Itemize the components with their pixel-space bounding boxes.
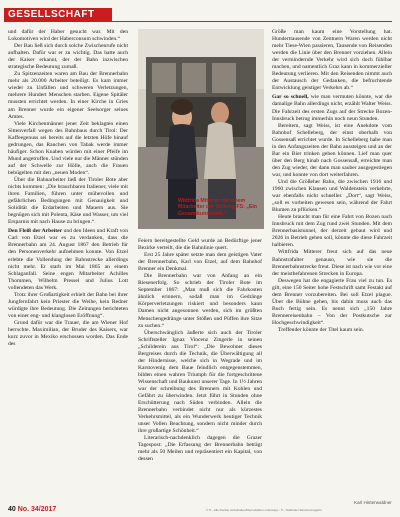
author-byline: Karl Hinterwaldner (354, 500, 392, 505)
paragraph: Überschwänglich äußerte sich auch der Tiroler Schriftsteller Ignaz Vincenz Zingerle in seinen „Schilderein aus Tirol“: „Die Bewohner dieses Bergreises durch die Technik, die Überwältigung all der Hindernisse, welche sich in Wegrade und im Karstovenig dem Baue feindlich entgegenstemmen, bilden einen wahren Triumph für die fortgeschrittene Wissenschaft und Baukunst unserer Tage. In 1½ Jahren war der schreibung des Brenners mit Kohlen und Gefährt zu überwinden. Jetzt führt in Stunden ohne Erschütterung nach Süden verbinden. Allein die Brennerbahn verbindet nicht nur als kürzestes Verkehrsmittel, als ein Wunderwerk heutiger Technik unser Vollen Beachtung, sondern nicht minder durch ihre großartige Schönheit.“ (138, 329, 262, 435)
photo-caption: Wittfrida Mitterer mit einem Mitarbeiter der Stiftung FS: „Ein Gesamtkunstwerk.“ (178, 198, 257, 217)
paragraph: Treffender könnte der Titel kaum sein. (278, 326, 365, 333)
copyright-notice: © ff – Alle Rechte vorbehalten/Reproduktion untersagt – ff – Südtiroler Wochenmagazin (206, 508, 322, 512)
paragraph: Heute braucht man für eine Fahrt von Bozen nach Innsbruck mit dem Zug rund zwei Stunden. Mit dem Brennerbasistunnel, der derzeit gebaut wird und 2026 in Betrieb gehen soll, könnte die diese Fahrzeit halbieren. (272, 214, 392, 249)
paragraph: Deswegen hat die engagierte Frau viel zu tun. Es gilt, eine 150 Seiter hohe Festschrift samt Festakt auf dem Brenner vorzubereiten. Bei soll Etzel plague. Über die Bühne gehen, bis dahin muss auch das Buch fertig sein. Es nennt sich „150 Jahre Brennereisenbahn – Von der Postkutsche zur Hochgeschwindigkeit“. (272, 277, 392, 326)
paragraph: Und die Größeher Bahn, die zwischen 1916 und 1960 zwischen Klausen und Waldenstein verkehrte, war ebenfalls nicht schneller. „Dort“, sagt Weiss, „soll es vorbeiten gewesen sein, während der Fahrt Blumen zu pflücken.“ (272, 178, 392, 214)
issue-number: No. 34/2017 (17, 506, 57, 513)
section-header (0, 0, 400, 26)
paragraph: Zu Spitzenzeiten waren am Bau der Brennerbahn mehr als 20.000 Arbeiter beteiligt. Es kam immer wieder zu Unfällen und schweren Verletzungen, mehrere Hundert Menschen starben. Eigene Spitäler mussten errichtet werden. In einer Kirche in Gries am Brenner wurde ein eigener Seelsorger seines Amtes. (8, 71, 128, 120)
paragraph: Wittfrida Mitterer freut sich auf das neue Bahnstrafalter genauso, wie sie die Brennerbahnstrecke freut. Diese ist nach wie vor eine der meistbefahrenen Strecken in Europa. (272, 249, 392, 277)
paragraph: Viele Kirchenmänner jener Zeit beklagten einen Sittenverfall wegen des Bahnbaus durch Tirol: Der Kaffeegenuss sei bereits auf die letzten Höfe hinauf gedrungen, das Rauchen von Tabak werde immer häufiger. Schon Knaben würden mit einer Pfeife im Mund angetroffen. Und viele nur die Männer stünden auf der Schwelle zur Hölle, auch die Frauen bebügelten mit den „neuen Moden“. (8, 120, 128, 176)
paragraph (8, 228, 128, 291)
paragraph: Grund dafür war die Trauer, die am Wiener Hof herrschte. Maximilian, der Bruder des Kaisers, war kurz zuvor in Mexiko erschossen worden. Das Ende des (8, 319, 128, 348)
page-footer (0, 503, 400, 517)
paragraph: Größe man kaum eine Vorstellung hat. Hunderttausende von Zentnern Waren werden nicht mehr Tiese-Wien passieren, Tausende von Reisenden werden die Linie über den Brenner vorziehen. Allein der vermindernde Verkehr wird sich doch fühlbar machen, und namentlich Graz kann in kommerzieller Bedeutung verlieren. Mit den Reisenden nimmt auch der Austausch der Gedanken, die befruchtende Entwicklung geistiger Verkehrs ab.“ (272, 29, 392, 92)
lead-in: Gar so schnell, (272, 94, 309, 101)
section-label: GESELLSCHAFT (8, 9, 95, 20)
paragraph: Literarisch-nachdenklich dagegen die Grazer Tagespost: „Die Erfassung der Brennerbahn beträgt mehr als 50 Meilen und repräsentiert ein Kapital, von dessen (138, 435, 262, 463)
paragraph: Bereitem, sagt Weiss, ist eine Anekdote vom Bahnhof Schelleberg, der einst oberhalb von Gossensaß errichtet wurde. In Schelleberg habe man in den Anfangszeiten der Bahn aussteigen und an der Bar ein Bier trinken gehen können. Lief man quer über den Berg hinab nach Gossensaß, erreichte man den Zug wieder, der dann man sauber ausgegestiegen war, und konnte von dort weiterfahren. (272, 122, 392, 178)
paragraph-text: und den Ideen und Kraft von Carl von Etzel war es zu verdanken, dass die Brennerbahn am 24. August 1867 den Betrieb für den Personenverkehr aufnehmen konnte. Von Etzel erlebte die Vollendung der Bahnstrecke allerdings nicht mehr. Er starb im Mai 1865 an einem Schlaganfall. Seine engen Mitarbeiter Achilles Thommen, Wilhelm Pressel und Julius Lott vollendeten das Werk. (8, 228, 128, 291)
paragraph: und dafür der Haber gesucht war. Mit den Lokomotiven wird der Haberconsum schwinden.“ (8, 29, 128, 43)
page-number (8, 506, 56, 513)
paragraph: Feiern bereitgestellte Geld wurde an Bedürftige jener Bezirke verteilt, die die Bahnlinie quert. (138, 238, 262, 252)
article-column-2 (138, 238, 262, 500)
paragraph: Trotz ihrer Großartigkeit erhielt der Bahn bei ihrer Jungfernfahrt kein Priester die Weihe, kein Redner würdigte ihre Bedeutung. Die Zeitungen berichteten von einer eng- und klanglosen Eröffnung“. (8, 291, 128, 319)
paragraph: Der Bau ließ sich durch solche Zwischenrufe nicht aufhalten. Dafür war er zu wichtig. Das hatte auch der Kaiser erkannt, der der Bahn inzwischen strategische Bedeutung zumaß. (8, 43, 128, 71)
lead-in: Den Fleiß der Arbeiter (8, 228, 63, 235)
article-column-3 (272, 29, 392, 499)
paragraph: Erst 25 Jahre später setzte man dem geistigen Vater der Brennerbahn, Karl von Etzel, auf dem Bahnhof Brenner ein Denkmal. (138, 252, 262, 273)
paragraph: Über die Bahnarbeiter ließ der Tiroler Bote aber nichts kommen: „Die brauchbaren Italiener, viele mit ihren Familien, führen unter mühevollen und gefährlichen Bedingungen mit Genauigkeit und Solidität die Erdarbeiten und Mauern aus. Sie begnügen sich mit Polenta, Käse und Wasser, um viel Ersparnis mit nach Hause zu bringen.“ (8, 176, 128, 226)
page-number-value: 40 (8, 506, 16, 513)
paragraph: Die Brennerbahn war von Anfang an ein Riesenerfolg. So schrieb der Tiroler Bote im September 1867: „Man muß sich die Fahrkosten ähnlich erinnern, sodaß man im Gedränge Körperverletzungen riskiert und besonders kann Damen nicht angesonnen werden, sich im größten Menschengedränge unter Stößen und Püffen ihre Sitze zu suchen.“ (138, 273, 262, 329)
paragraph (272, 94, 392, 122)
paragraph-text: wie man vermuten könnte, war die damalige Bahn allerdings nicht, erzählt Walter Weiss. Die Fahrzeit des ersten Zugs auf der Strecke Bozen-Innsbruck betrug immerhin noch neun Stunden. (272, 94, 392, 122)
section-rule (112, 21, 392, 22)
section-tab (4, 8, 112, 22)
article-column-1 (8, 29, 128, 499)
